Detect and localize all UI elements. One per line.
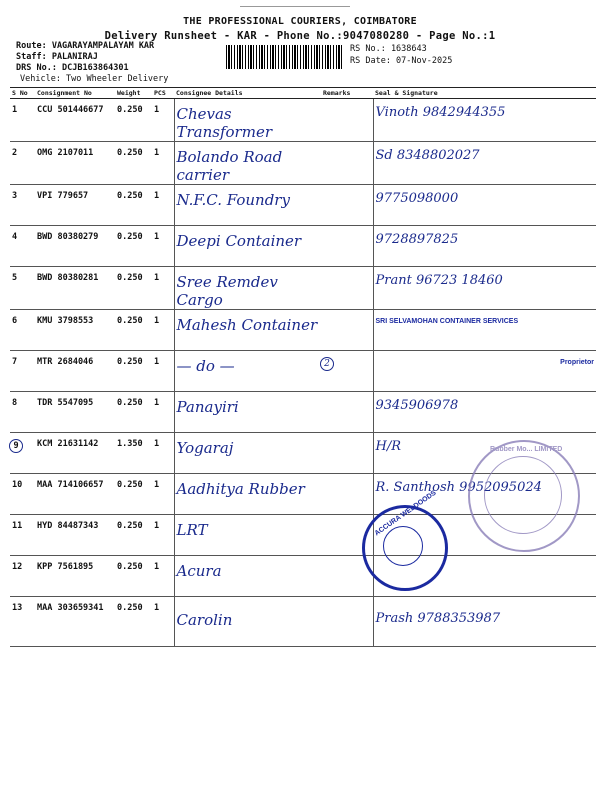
row-signature: 9775098000: [375, 191, 459, 206]
table-row: [10, 267, 596, 310]
col-consignee: Consignee Details: [174, 88, 321, 99]
row-signature: Prant 96723 18460: [375, 273, 503, 288]
row-sno: 12: [10, 556, 35, 597]
row-sno: 2: [10, 142, 35, 185]
table-row: [10, 310, 596, 351]
rubber-seal-text: Rubber Mo... LIMITED: [490, 446, 563, 453]
table-row: [10, 185, 596, 226]
row-pcs: 1: [152, 226, 174, 267]
runsheet-subtitle: Delivery Runsheet - KAR - Phone No.:9047080280 - Page No.:1: [104, 30, 496, 42]
row-remarks: [321, 267, 373, 310]
row-remarks: [321, 310, 373, 351]
row-consignee: Deepi Container: [176, 232, 302, 250]
row-weight: 0.250: [115, 142, 152, 185]
rs-date: RS Date: 07-Nov-2025: [350, 56, 453, 66]
row-consignee: Mahesh Container: [176, 316, 318, 334]
row-pcs: 1: [152, 556, 174, 597]
acura-seal-inner-ring: [383, 526, 423, 566]
row-sno: 4: [10, 226, 35, 267]
row-pcs: 1: [152, 185, 174, 226]
row-weight: 0.250: [115, 515, 152, 556]
row-consignment: MTR 2684046: [35, 351, 115, 392]
rubber-seal-inner-ring: [484, 456, 562, 534]
vehicle-line: Vehicle: Two Wheeler Delivery: [20, 74, 169, 84]
col-pcs: PCS: [152, 88, 174, 99]
row-consignment: BWD 80380281: [35, 267, 115, 310]
table-row: [10, 597, 596, 647]
row-consignment: BWD 80380279: [35, 226, 115, 267]
row-signature: Proprietor: [560, 359, 594, 366]
row-weight: 0.250: [115, 351, 152, 392]
row-consignment: KMU 3798553: [35, 310, 115, 351]
rs-number: RS No.: 1638643: [350, 44, 427, 54]
row-weight: 0.250: [115, 597, 152, 647]
row-sno: 6: [10, 310, 35, 351]
company-title: THE PROFESSIONAL COURIERS, COIMBATORE: [183, 16, 417, 27]
row-consignee: Sree Remdev Cargo: [176, 273, 278, 309]
row-pcs: 1: [152, 142, 174, 185]
top-edge-mark: [240, 0, 350, 7]
col-weight: Weight: [115, 88, 152, 99]
row-sno: 5: [10, 267, 35, 310]
row-consignee: Panayiri: [176, 398, 239, 416]
row-weight: 1.350: [115, 433, 152, 474]
row-remarks: [321, 226, 373, 267]
row-sno: 13: [10, 597, 35, 647]
row-signature: Sd 8348802027: [375, 148, 480, 163]
row-consignee: LRT: [176, 521, 208, 539]
row-remarks: [321, 597, 373, 647]
row-pcs: 1: [152, 351, 174, 392]
row-weight: 0.250: [115, 226, 152, 267]
table-header-row: [10, 88, 596, 99]
col-remarks: Remarks: [321, 88, 373, 99]
row-signature: 9728897825: [375, 232, 459, 247]
row-weight: 0.250: [115, 267, 152, 310]
row-consignment: HYD 84487343: [35, 515, 115, 556]
row-sno: 3: [10, 185, 35, 226]
row-pcs: 1: [152, 310, 174, 351]
row-sno: 7: [10, 351, 35, 392]
row-sno: 8: [10, 392, 35, 433]
row-pcs: 1: [152, 433, 174, 474]
row-weight: 0.250: [115, 474, 152, 515]
row-signature: H/R: [375, 439, 402, 454]
row-sno: 10: [10, 474, 35, 515]
row-consignee: N.F.C. Foundry: [176, 191, 290, 209]
row-consignee: Acura: [176, 562, 222, 580]
row-consignment: KPP 7561895: [35, 556, 115, 597]
row-weight: 0.250: [115, 185, 152, 226]
row-remarks: [321, 474, 373, 515]
row-consignment: MAA 303659341: [35, 597, 115, 647]
row-signature: Prash 9788353987: [375, 611, 501, 626]
row-signature: R. Santhosh 9952095024: [375, 480, 542, 495]
row-pcs: 1: [152, 515, 174, 556]
row-consignment: MAA 714106657: [35, 474, 115, 515]
row-consignee: Aadhitya Rubber: [176, 480, 305, 498]
row-weight: 0.250: [115, 392, 152, 433]
row-consignee: Bolando Road carrier: [176, 148, 283, 184]
table-row: [10, 556, 596, 597]
row-pcs: 1: [152, 392, 174, 433]
row-consignment: OMG 2107011: [35, 142, 115, 185]
row-pcs: 1: [152, 99, 174, 142]
row-consignee: Yogaraj: [176, 439, 234, 457]
col-seal: Seal & Signature: [373, 88, 596, 99]
route-line: Route: VAGARAYAMPALAYAM KAR: [16, 41, 155, 51]
row-consignment: CCU 501446677: [35, 99, 115, 142]
acura-seal-stamp: [362, 489, 448, 591]
table-row: [10, 142, 596, 185]
row-consignee: — do —: [176, 357, 235, 375]
row-remarks: [321, 99, 373, 142]
table-row: [10, 392, 596, 433]
row-pcs: 1: [152, 597, 174, 647]
row-weight: 0.250: [115, 556, 152, 597]
barcode: [226, 45, 344, 69]
col-consignment: Consignment No: [35, 88, 115, 99]
table-row: [10, 226, 596, 267]
table-row: [10, 351, 596, 392]
row-signature: SRI SELVAMOHAN CONTAINER SERVICES: [375, 318, 519, 325]
row-signature: 9345906978: [375, 398, 459, 413]
row-consignment: KCM 21631142: [35, 433, 115, 474]
row-consignment: TDR 5547095: [35, 392, 115, 433]
table-row: [10, 99, 596, 142]
row-remarks: [321, 392, 373, 433]
row-weight: 0.250: [115, 310, 152, 351]
row-signature: Vinoth 9842944355: [375, 105, 506, 120]
rubber-company-seal-stamp: [468, 440, 580, 552]
acura-seal-text: ACCURA WELDOODS: [373, 489, 438, 538]
row-sno: 11: [10, 515, 35, 556]
row-sno: 1: [10, 99, 35, 142]
staff-line: Staff: PALANIRAJ: [16, 52, 98, 62]
runsheet-table: [10, 87, 596, 647]
row-pcs: 1: [152, 267, 174, 310]
row-consignee: Chevas Transformer: [176, 105, 273, 141]
col-sno: S No: [10, 88, 35, 99]
row-weight: 0.250: [115, 99, 152, 142]
row-pcs: 1: [152, 474, 174, 515]
row-remark-circled: 2: [320, 357, 334, 371]
row-remarks: [321, 433, 373, 474]
row-remarks: [321, 185, 373, 226]
row-consignment: VPI 779657: [35, 185, 115, 226]
row-sno: 9: [9, 439, 23, 453]
drs-line: DRS No.: DCJB163864301: [16, 63, 129, 73]
row-remarks: [321, 142, 373, 185]
row-consignee: Carolin: [176, 611, 233, 629]
